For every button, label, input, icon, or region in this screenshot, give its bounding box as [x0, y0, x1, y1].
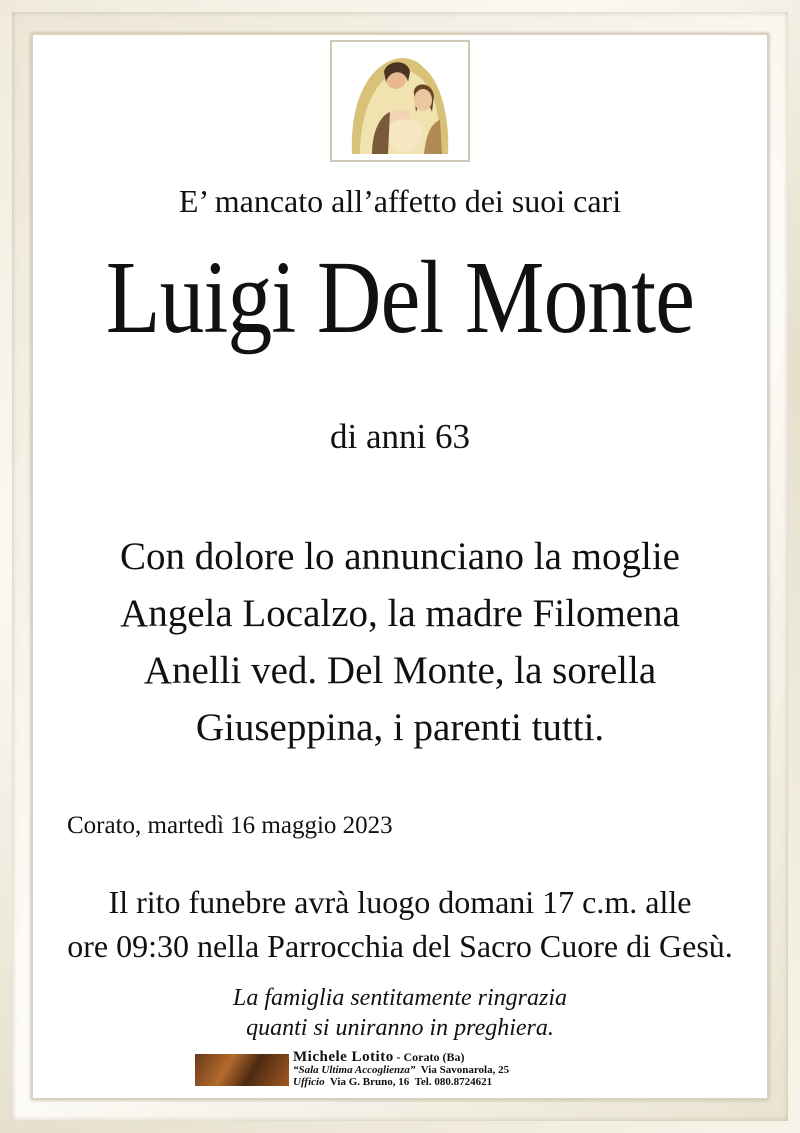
office-label: Ufficio	[293, 1076, 325, 1088]
rite-line: ore 09:30 nella Parrocchia del Sacro Cuore di Gesù.	[67, 928, 733, 964]
funeral-home-footer	[195, 1051, 615, 1091]
announcement-line: Con dolore lo annunciano la moglie	[120, 535, 680, 578]
announcement	[0, 528, 800, 756]
office-address: Via G. Bruno, 16	[329, 1076, 410, 1088]
thanks-text	[0, 983, 800, 1043]
funeral-home-info	[293, 1051, 623, 1088]
holy-family-icon	[332, 42, 468, 160]
thanks-line: quanti si uniranno in preghiera.	[246, 1015, 554, 1041]
announcement-line: Anelli ved. Del Monte, la sorella	[143, 649, 657, 692]
thanks-line: La famiglia sentitamente ringrazia	[232, 985, 567, 1011]
hall-name: “Sala Ultima Accoglienza”	[293, 1064, 416, 1076]
funeral-rite	[0, 880, 800, 968]
funeral-home-photo	[195, 1054, 289, 1086]
age-text: di anni 63	[330, 417, 470, 456]
rite-line: Il rito funebre avrà luogo domani 17 c.m. alle	[108, 884, 692, 920]
holy-family-image	[330, 40, 470, 162]
funeral-home-name: Michele Lotito	[293, 1049, 394, 1065]
deceased-name: Luigi Del Monte	[105, 240, 695, 355]
intro-text: E’ mancato all’affetto dei suoi cari	[178, 183, 622, 219]
hall-address: Via Savonarola, 25	[420, 1064, 510, 1076]
funeral-home-city: - Corato (Ba)	[396, 1050, 465, 1064]
announcement-line: Angela Localzo, la madre Filomena	[120, 592, 680, 635]
place-date: Corato, martedì 16 maggio 2023	[67, 812, 393, 839]
announcement-line: Giuseppina, i parenti tutti.	[195, 706, 605, 749]
phone-number: Tel. 080.8724621	[414, 1076, 493, 1088]
